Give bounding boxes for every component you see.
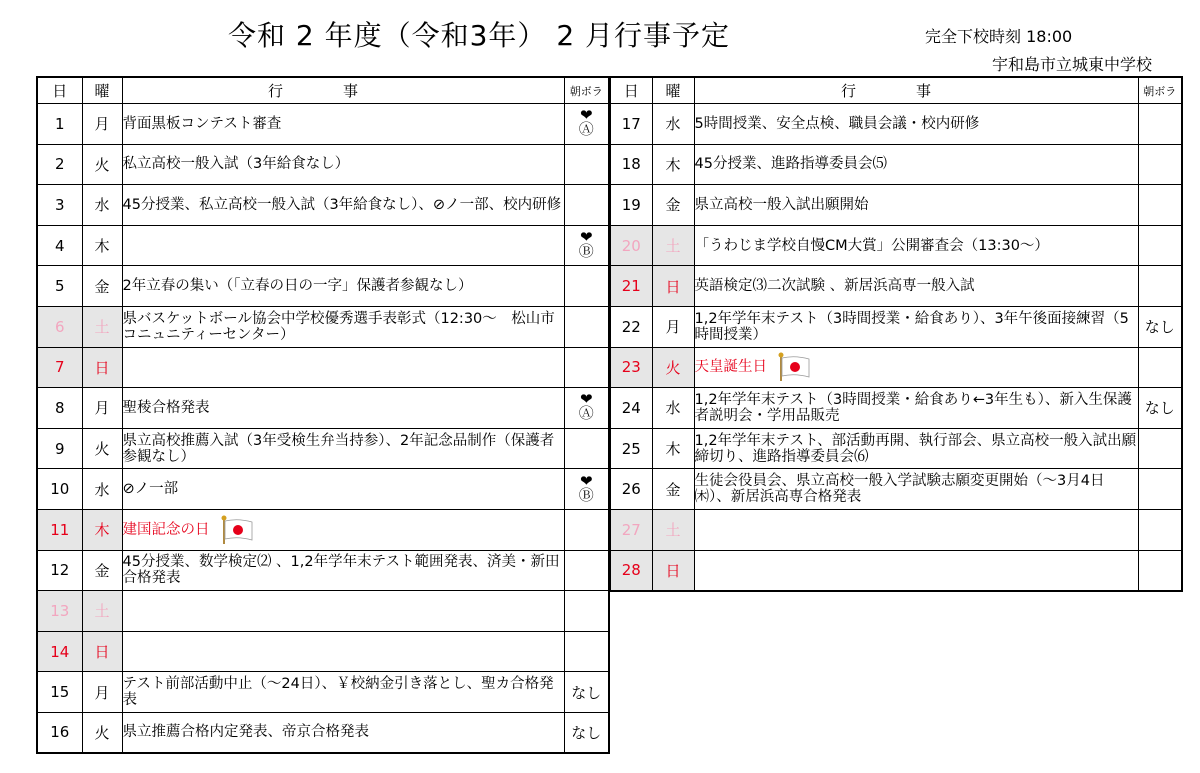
table-row bbox=[37, 266, 609, 307]
header-weekday: 曜 bbox=[82, 77, 122, 104]
day-number: 4 bbox=[37, 225, 82, 266]
table-row bbox=[37, 388, 609, 429]
event-text: 1,2年学年末テスト、部活動再開、執行部会、県立高校一般入試出願締切り、進路指導委員会⑹ bbox=[694, 432, 1137, 465]
asa-bora-cell bbox=[564, 104, 609, 145]
event-cell bbox=[694, 347, 1138, 388]
schedule-table-left bbox=[36, 76, 610, 754]
weekday: 火 bbox=[82, 428, 122, 469]
event-cell bbox=[122, 672, 564, 713]
weekday: 金 bbox=[82, 266, 122, 307]
event-cell bbox=[122, 509, 564, 550]
table-header bbox=[610, 77, 1182, 104]
asa-bora-cell bbox=[564, 672, 609, 713]
asa-bora-cell bbox=[1138, 306, 1182, 347]
table-row bbox=[610, 225, 1182, 266]
heart-icon: ❤ bbox=[579, 228, 593, 247]
table-row bbox=[610, 469, 1182, 510]
weekday: 火 bbox=[652, 347, 694, 388]
asa-bora-mark bbox=[578, 106, 594, 139]
group-label: Ⓑ bbox=[578, 242, 594, 261]
day-number: 7 bbox=[37, 347, 82, 388]
asa-bora-cell bbox=[1138, 428, 1182, 469]
table-row bbox=[610, 550, 1182, 591]
day-number: 12 bbox=[37, 550, 82, 591]
weekday: 火 bbox=[82, 144, 122, 185]
table-row bbox=[37, 144, 609, 185]
day-number: 26 bbox=[610, 469, 652, 510]
day-number: 19 bbox=[610, 185, 652, 226]
event-text: 2年立春の集い（「立春の日の一字」保護者参観なし） bbox=[122, 278, 473, 295]
event-text: 生徒会役員会、県立高校一般入学試験志願変更開始（～3月4日㈭）、新居浜高専合格発表 bbox=[694, 473, 1105, 506]
event-cell bbox=[122, 225, 564, 266]
group-label: Ⓑ bbox=[578, 485, 594, 504]
asa-bora-cell bbox=[1138, 347, 1182, 388]
asa-bora-text: なし bbox=[1144, 318, 1175, 337]
header-weekday: 曜 bbox=[652, 77, 694, 104]
event-text: 1,2年学年末テスト（3時間授業・給食あり←3年生も）、新入生保護者説明会・学用品販売 bbox=[694, 391, 1132, 424]
day-number: 28 bbox=[610, 550, 652, 591]
asa-bora-cell bbox=[564, 266, 609, 307]
table-row bbox=[37, 306, 609, 347]
event-cell bbox=[694, 185, 1138, 226]
event-cell bbox=[122, 104, 564, 145]
event-text: 建国記念の日 bbox=[122, 521, 210, 538]
event-cell bbox=[694, 388, 1138, 429]
event-cell bbox=[122, 347, 564, 388]
header-asa-bora: 朝ボラ bbox=[564, 77, 609, 104]
table-row bbox=[610, 266, 1182, 307]
schedule-table-right bbox=[609, 76, 1183, 592]
day-number: 3 bbox=[37, 185, 82, 226]
asa-bora-cell bbox=[564, 509, 609, 550]
asa-bora-mark bbox=[578, 471, 594, 504]
event-cell bbox=[122, 591, 564, 632]
day-number: 21 bbox=[610, 266, 652, 307]
weekday: 土 bbox=[82, 591, 122, 632]
table-row bbox=[37, 428, 609, 469]
event-cell bbox=[694, 428, 1138, 469]
event-cell bbox=[694, 509, 1138, 550]
event-cell bbox=[694, 144, 1138, 185]
asa-bora-cell bbox=[564, 428, 609, 469]
day-number: 15 bbox=[37, 672, 82, 713]
asa-bora-text: なし bbox=[571, 683, 602, 702]
asa-bora-cell bbox=[1138, 469, 1182, 510]
day-number: 17 bbox=[610, 104, 652, 145]
event-cell bbox=[694, 306, 1138, 347]
weekday: 木 bbox=[652, 144, 694, 185]
event-cell bbox=[694, 550, 1138, 591]
event-text: 聖稜合格発表 bbox=[122, 399, 210, 416]
table-row bbox=[37, 591, 609, 632]
group-label: Ⓐ bbox=[578, 404, 594, 423]
table-row bbox=[37, 509, 609, 550]
header-day: 日 bbox=[610, 77, 652, 104]
event-cell bbox=[694, 225, 1138, 266]
event-text: 英語検定⑶二次試験 、新居浜高専一般入試 bbox=[694, 278, 975, 295]
table-row bbox=[37, 712, 609, 753]
day-number: 1 bbox=[37, 104, 82, 145]
table-row bbox=[610, 388, 1182, 429]
event-cell bbox=[122, 550, 564, 591]
asa-bora-cell bbox=[1138, 388, 1182, 429]
event-text: ⊘ノ一部 bbox=[122, 481, 179, 498]
asa-bora-cell bbox=[1138, 225, 1182, 266]
header-day: 日 bbox=[37, 77, 82, 104]
asa-bora-cell bbox=[564, 712, 609, 753]
event-cell bbox=[122, 185, 564, 226]
weekday: 水 bbox=[652, 388, 694, 429]
asa-bora-cell bbox=[1138, 185, 1182, 226]
event-cell bbox=[122, 266, 564, 307]
weekday: 土 bbox=[82, 306, 122, 347]
heart-icon: ❤ bbox=[579, 471, 593, 490]
day-number: 14 bbox=[37, 631, 82, 672]
event-cell bbox=[122, 144, 564, 185]
weekday: 水 bbox=[652, 104, 694, 145]
event-text: 45分授業、数学検定⑵ 、1,2年学年末テスト範囲発表、済美・新田合格発表 bbox=[122, 554, 560, 587]
day-number: 13 bbox=[37, 591, 82, 632]
japan-flag-icon bbox=[777, 352, 811, 382]
weekday: 日 bbox=[652, 266, 694, 307]
day-number: 20 bbox=[610, 225, 652, 266]
table-row bbox=[610, 509, 1182, 550]
event-text: 県バスケットボール協会中学校優秀選手表彰式（12:30～ 松山市コニュニティーセンター） bbox=[122, 310, 555, 343]
asa-bora-cell bbox=[1138, 550, 1182, 591]
asa-bora-cell bbox=[564, 185, 609, 226]
day-number: 16 bbox=[37, 712, 82, 753]
day-number: 8 bbox=[37, 388, 82, 429]
event-cell bbox=[694, 469, 1138, 510]
table-row bbox=[37, 631, 609, 672]
table-row bbox=[37, 469, 609, 510]
table-row bbox=[37, 347, 609, 388]
event-text: 45分授業、進路指導委員会⑸ bbox=[694, 156, 887, 173]
table-row bbox=[37, 672, 609, 713]
event-cell bbox=[122, 712, 564, 753]
event-cell bbox=[122, 388, 564, 429]
heart-icon: ❤ bbox=[579, 390, 593, 409]
day-number: 10 bbox=[37, 469, 82, 510]
weekday: 日 bbox=[652, 550, 694, 591]
event-text: 45分授業、私立高校一般入試（3年給食なし）、⊘ノ一部、校内研修 bbox=[122, 196, 562, 213]
weekday: 日 bbox=[82, 347, 122, 388]
asa-bora-cell bbox=[564, 306, 609, 347]
table-row bbox=[37, 104, 609, 145]
asa-bora-cell bbox=[564, 225, 609, 266]
event-cell bbox=[122, 631, 564, 672]
event-text: 私立高校一般入試（3年給食なし） bbox=[122, 156, 350, 173]
asa-bora-cell bbox=[564, 388, 609, 429]
day-number: 11 bbox=[37, 509, 82, 550]
day-number: 6 bbox=[37, 306, 82, 347]
weekday: 金 bbox=[82, 550, 122, 591]
day-number: 18 bbox=[610, 144, 652, 185]
japan-flag-icon bbox=[220, 515, 254, 545]
asa-bora-cell bbox=[564, 347, 609, 388]
event-text: 県立高校一般入試出願開始 bbox=[694, 196, 869, 213]
event-text: 県立高校推薦入試（3年受検生弁当持参）、2年記念品制作（保護者参観なし） bbox=[122, 432, 555, 465]
asa-bora-cell bbox=[1138, 266, 1182, 307]
table-row bbox=[610, 306, 1182, 347]
table-row bbox=[610, 347, 1182, 388]
school-name: 宇和島市立城東中学校 bbox=[992, 55, 1153, 74]
weekday: 木 bbox=[82, 509, 122, 550]
weekday: 木 bbox=[82, 225, 122, 266]
table-row bbox=[37, 185, 609, 226]
weekday: 火 bbox=[82, 712, 122, 753]
event-cell bbox=[694, 104, 1138, 145]
table-row bbox=[610, 428, 1182, 469]
event-text: テスト前部活動中止（～24日）、￥校納金引き落とし、聖カ合格発表 bbox=[122, 676, 554, 709]
asa-bora-cell bbox=[564, 469, 609, 510]
header-asa-bora: 朝ボラ bbox=[1138, 77, 1182, 104]
event-cell bbox=[122, 306, 564, 347]
day-number: 22 bbox=[610, 306, 652, 347]
event-text: 1,2年学年末テスト（3時間授業・給食あり）、3年午後面接練習（5時間授業） bbox=[694, 310, 1129, 343]
event-text: 天皇誕生日 bbox=[694, 359, 767, 376]
day-number: 24 bbox=[610, 388, 652, 429]
asa-bora-mark bbox=[578, 228, 594, 261]
header-events: 行事 bbox=[694, 77, 1138, 104]
asa-bora-cell bbox=[564, 591, 609, 632]
day-number: 2 bbox=[37, 144, 82, 185]
day-number: 23 bbox=[610, 347, 652, 388]
table-row bbox=[610, 104, 1182, 145]
asa-bora-text: なし bbox=[571, 723, 602, 742]
event-text: 5時間授業、安全点検、職員会議・校内研修 bbox=[694, 115, 980, 132]
asa-bora-mark bbox=[578, 390, 594, 423]
event-text: 「うわじま学校自慢CM大賞」公開審査会（13:30～） bbox=[694, 237, 1049, 254]
page-title: 令和 2 年度（令和3年） 2 月行事予定 bbox=[228, 19, 731, 52]
weekday: 金 bbox=[652, 185, 694, 226]
asa-bora-text: なし bbox=[1144, 399, 1175, 418]
weekday: 土 bbox=[652, 509, 694, 550]
weekday: 水 bbox=[82, 469, 122, 510]
day-number: 27 bbox=[610, 509, 652, 550]
asa-bora-cell bbox=[1138, 144, 1182, 185]
weekday: 土 bbox=[652, 225, 694, 266]
table-row bbox=[610, 144, 1182, 185]
day-number: 25 bbox=[610, 428, 652, 469]
event-cell bbox=[694, 266, 1138, 307]
table-row bbox=[37, 225, 609, 266]
asa-bora-cell bbox=[564, 144, 609, 185]
weekday: 月 bbox=[82, 672, 122, 713]
event-text: 背面黒板コンテスト審査 bbox=[122, 115, 282, 132]
heart-icon: ❤ bbox=[579, 106, 593, 125]
event-cell bbox=[122, 428, 564, 469]
asa-bora-cell bbox=[1138, 509, 1182, 550]
day-number: 9 bbox=[37, 428, 82, 469]
weekday: 水 bbox=[82, 185, 122, 226]
table-row bbox=[37, 550, 609, 591]
weekday: 木 bbox=[652, 428, 694, 469]
asa-bora-cell bbox=[564, 631, 609, 672]
dismissal-time: 完全下校時刻 18:00 bbox=[925, 27, 1073, 46]
event-cell bbox=[122, 469, 564, 510]
weekday: 月 bbox=[652, 306, 694, 347]
table-row bbox=[610, 185, 1182, 226]
weekday: 金 bbox=[652, 469, 694, 510]
weekday: 月 bbox=[82, 388, 122, 429]
day-number: 5 bbox=[37, 266, 82, 307]
header-events: 行事 bbox=[122, 77, 564, 104]
group-label: Ⓐ bbox=[578, 120, 594, 139]
weekday: 日 bbox=[82, 631, 122, 672]
asa-bora-cell bbox=[564, 550, 609, 591]
weekday: 月 bbox=[82, 104, 122, 145]
asa-bora-cell bbox=[1138, 104, 1182, 145]
table-header bbox=[37, 77, 609, 104]
event-text: 県立推薦合格内定発表、帝京合格発表 bbox=[122, 724, 369, 741]
